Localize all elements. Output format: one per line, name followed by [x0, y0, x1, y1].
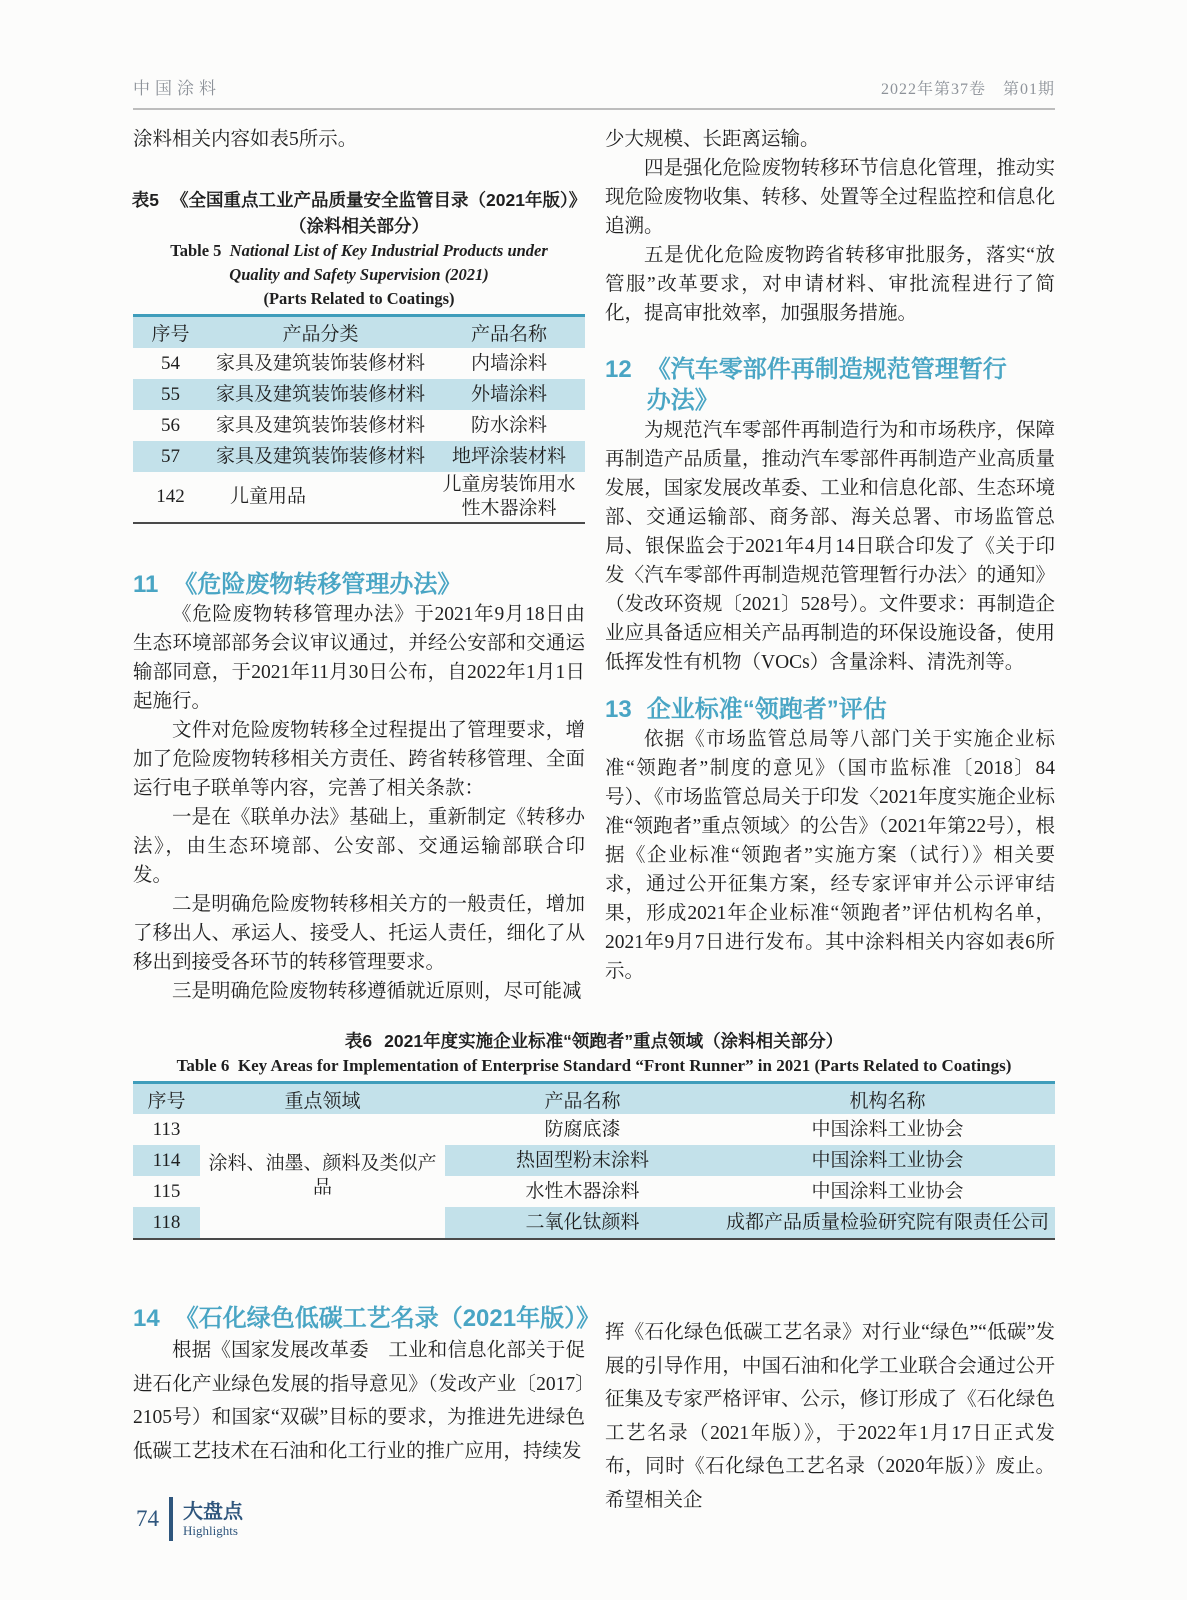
cell-category: 儿童用品	[230, 486, 307, 507]
table6-header-area: 重点领域	[200, 1083, 445, 1115]
table5-header-row	[133, 316, 585, 349]
table-row	[133, 410, 585, 441]
section-number: 12	[605, 356, 632, 383]
table6-caption-en	[133, 1054, 1055, 1078]
section-title: 企业标准“领跑者”评估	[646, 696, 887, 723]
issue-info: 2022年第37卷 第01期	[880, 81, 1055, 98]
footer-divider	[169, 1497, 173, 1541]
cell-product: 水性木器涂料	[525, 1180, 640, 1202]
page-number: 74	[136, 1506, 159, 1531]
table6-caption-label: Table 6	[176, 1056, 230, 1075]
footer-section	[183, 1501, 243, 1538]
table5-header-product: 产品名称	[433, 316, 585, 349]
section-number: 14	[133, 1305, 160, 1332]
table-row	[133, 472, 585, 523]
section-title: 《石化绿色低碳工艺名录（2021年版）》	[174, 1305, 601, 1332]
table5-caption-italic1: National List of Key Industrial Products under	[229, 241, 548, 260]
cell-product: 地坪涂装材料	[433, 441, 585, 472]
table6-label: 表6	[344, 1031, 373, 1051]
section-11-paragraph: 二是明确危险废物转移相关方的一般责任，增加了移出人、承运人、接受人、托运人责任，细化了从移出到接受各环节的转移管理要求。	[133, 894, 585, 973]
table-row	[133, 441, 585, 472]
cell-org: 中国涂料工业协会	[811, 1180, 964, 1202]
section-12-paragraph: 为规范汽车零部件再制造行为和市场秩序，保障再制造产品质量，推动汽车零部件再制造产业高质量发展，国家发展改革委、工业和信息化部、生态环境部、交通运输部、商务部、海关总署、市场监管总局、银保监会于2021年4月14日联合印发了《关于印发〈汽车零部件再制造规范管理暂行办法〉的通知》（发改环资规〔2021〕528号）。文件要求：再制造企业应具备适应相关产品再制造的环保设施设备，使用低挥发性有机物（VOCs）含量涂料、清洗剂等。	[605, 420, 1055, 673]
journal-name: 中国涂料	[133, 79, 221, 98]
section-11-paragraph: 三是明确危险废物转移遵循就近原则，尽可能减	[172, 981, 582, 1002]
cell-no: 142	[156, 486, 185, 507]
section-11-paragraph: 一是在《联单办法》基础上，重新制定《转移办法》，由生态环境部、公安部、交通运输部联合印发。	[133, 807, 585, 886]
table5-title-text: 《全国重点工业产品质量安全监管目录（2021年版）》	[171, 190, 587, 210]
section-14-right	[605, 1316, 1055, 1517]
cell-category: 家具及建筑装饰装修材料	[215, 352, 425, 374]
cell-product: 二氧化钛颜料	[445, 1207, 720, 1239]
section-11-heading	[133, 569, 585, 600]
table5-caption-plain: (Parts Related to Coatings)	[263, 289, 455, 308]
cell-no: 56	[161, 414, 180, 436]
cell-no: 55	[133, 379, 208, 410]
table5-label: 表5	[131, 190, 160, 210]
table5-header-category: 产品分类	[208, 316, 433, 349]
cell-product: 热固型粉末涂料	[445, 1145, 720, 1176]
cell-product: 防水涂料	[470, 414, 547, 436]
section-title: 《汽车零部件再制造规范管理暂行办法》	[646, 356, 1007, 414]
table6-header-org: 机构名称	[720, 1083, 1055, 1115]
right-column	[605, 125, 1055, 986]
page-footer	[136, 1497, 243, 1541]
table6-title-cn	[133, 1028, 1055, 1054]
section-number: 11	[133, 571, 159, 598]
table6	[133, 1081, 1055, 1240]
intro-paragraph: 涂料相关内容如表5所示。	[133, 129, 358, 150]
section-14-paragraph: 根据《国家发展改革委 工业和信息化部关于促进石化产业绿色发展的指导意见》（发改产业〔2017〕2105号）和国家“双碳”目标的要求，为推进先进绿色低碳工艺技术在石油和化工行业的推广应用，持续发	[133, 1340, 585, 1462]
table6-title-text: 2021年度实施企业标准“领跑者”重点领域（涂料相关部分）	[384, 1031, 844, 1051]
cell-no: 118	[133, 1207, 200, 1239]
cell-product: 儿童房装饰用水性木器涂料	[442, 474, 576, 519]
cell-org: 中国涂料工业协会	[811, 1118, 964, 1140]
table6-header-row	[133, 1083, 1055, 1115]
footer-section-en: Highlights	[183, 1522, 238, 1538]
section-13-heading	[605, 694, 1055, 725]
table5-caption-en	[133, 239, 585, 311]
cell-category: 家具及建筑装饰装修材料	[215, 414, 425, 436]
cell-org: 成都产品质量检验研究院有限责任公司	[720, 1207, 1055, 1239]
table-row	[133, 379, 585, 410]
table5-caption-label: Table 5	[170, 241, 222, 260]
section-number: 13	[605, 696, 632, 723]
cell-product: 防腐底漆	[544, 1118, 621, 1140]
cell-category: 家具及建筑装饰装修材料	[208, 441, 433, 472]
table-row	[133, 1114, 1055, 1145]
section-11-paragraph: 文件对危险废物转移全过程提出了管理要求，增加了危险废物转移相关方责任、跨省转移管理、全面运行电子联单等内容，完善了相关条款：	[133, 720, 585, 799]
cell-product: 内墙涂料	[470, 352, 547, 374]
footer-section-cn: 大盘点	[183, 1500, 243, 1523]
table5-caption-italic2: Quality and Safety Supervision (2021)	[229, 265, 489, 284]
table5-title-cn	[133, 187, 585, 213]
continuation-paragraph: 挥《石化绿色低碳工艺名录》对行业“绿色”“低碳”发展的引导作用，中国石油和化学工业联合会通过公开征集及专家严格评审、公示，修订形成了《石化绿色工艺名录（2021年版）》，于2022年1月17日正式发布，同时《石化绿色工艺名录（2020年版）》废止。希望相关企	[605, 1322, 1055, 1511]
paragraph: 五是优化危险废物跨省转移审批服务，落实“放管服”改革要求，对申请材料、审批流程进行了简化，提高审批效率，加强服务措施。	[605, 245, 1055, 324]
table6-block	[133, 1028, 1055, 1240]
section-14-heading	[133, 1303, 601, 1334]
table5-title-cn-line2: （涂料相关部分）	[289, 216, 429, 236]
cell-no: 114	[133, 1145, 200, 1176]
table5	[133, 314, 585, 524]
cell-category: 家具及建筑装饰装修材料	[208, 379, 433, 410]
continuation-paragraph: 少大规模、长距离运输。	[605, 129, 820, 150]
cell-no: 115	[152, 1180, 181, 1202]
cell-org: 中国涂料工业协会	[720, 1145, 1055, 1176]
table6-caption-text: Key Areas for Implementation of Enterprise Standard “Front Runner” in 2021 (Parts Related to Coatings)	[237, 1056, 1012, 1075]
page-header	[133, 74, 1055, 110]
section-title: 《危险废物转移管理办法》	[173, 571, 462, 598]
table5-header-no: 序号	[133, 316, 208, 349]
section-12-heading	[605, 354, 1055, 416]
table6-header-product: 产品名称	[445, 1083, 720, 1115]
cell-merged-area: 涂料、油墨、颜料及类似产品	[208, 1153, 437, 1198]
cell-no: 113	[152, 1118, 181, 1140]
paragraph: 四是强化危险废物转移环节信息化管理，推动实现危险废物收集、转移、处置等全过程监控和信息化追溯。	[605, 158, 1055, 237]
section-13-paragraph: 依据《市场监管总局等八部门关于实施企业标准“领跑者”制度的意见》（国市监标准〔2018〕84号）、《市场监管总局关于印发〈2021年度实施企业标准“领跑者”重点领域〉的公告》（2021年第22号），根据《企业标准“领跑者”实施方案（试行）》相关要求，通过公开征集方案，经专家评审并公示评审结果，形成2021年企业标准“领跑者”评估机构名单，2021年9月7日进行发布。其中涂料相关内容如表6所示。	[605, 729, 1055, 982]
left-column	[133, 125, 585, 1006]
table6-header-no: 序号	[133, 1083, 200, 1115]
table5-block	[133, 187, 585, 524]
section-11-paragraph: 《危险废物转移管理办法》于2021年9月18日由生态环境部部务会议审议通过，并经公安部和交通运输部同意，于2021年11月30日公布，自2022年1月1日起施行。	[133, 604, 585, 712]
table-row	[133, 348, 585, 379]
cell-product: 外墙涂料	[433, 379, 585, 410]
cell-no: 54	[161, 352, 180, 374]
cell-no: 57	[133, 441, 208, 472]
section-14-left	[133, 1303, 601, 1468]
